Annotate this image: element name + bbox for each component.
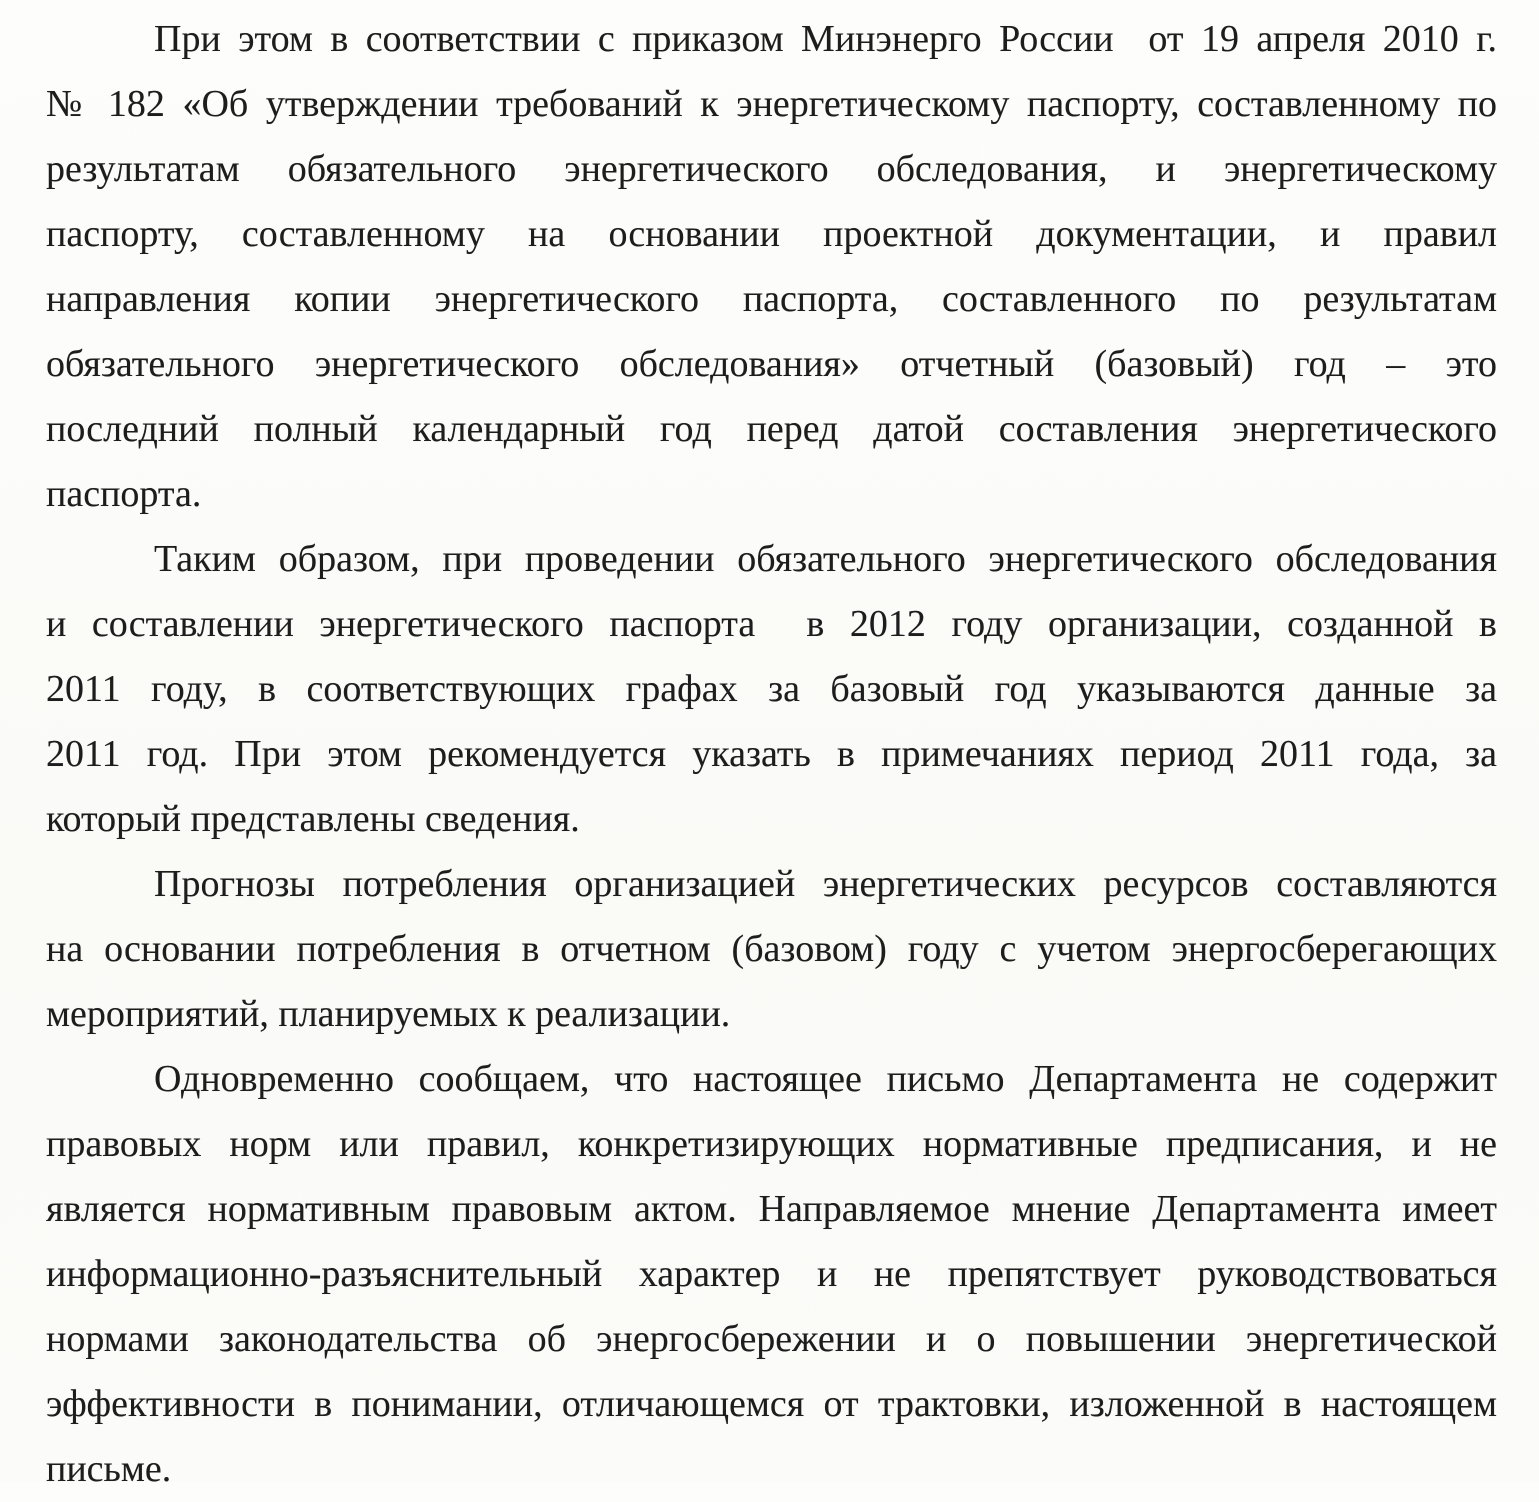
text-line: мероприятий, планируемых к реализации.	[46, 993, 731, 1035]
text-line: Прогнозы потребления организацией энергетических ресурсов составляются	[154, 863, 1497, 905]
document-body	[46, 7, 1497, 1502]
text-line: правовых норм или правил, конкретизирующих нормативные предписания, и не	[46, 1123, 1497, 1165]
text-line: направления копии энергетического паспорта, составленного по результатам	[46, 278, 1497, 320]
paragraph	[46, 1047, 1497, 1502]
text-line: паспорту, составленному на основании проектной документации, и правил	[46, 213, 1497, 255]
text-line: результатам обязательного энергетического обследования, и энергетическому	[46, 148, 1497, 190]
paragraph	[46, 852, 1497, 1047]
text-line: письме.	[46, 1448, 172, 1490]
text-line: и составлении энергетического паспорта в 2012 году организации, созданной в	[46, 603, 1497, 645]
text-line: эффективности в понимании, отличающемся от трактовки, изложенной в настоящем	[46, 1383, 1497, 1425]
text-line: При этом в соответствии с приказом Минэнерго России от 19 апреля 2010 г.	[154, 18, 1497, 60]
paragraph	[46, 527, 1497, 852]
text-line: обязательного энергетического обследования» отчетный (базовый) год – это	[46, 343, 1497, 385]
text-line: является нормативным правовым актом. Направляемое мнение Департамента имеет	[46, 1188, 1497, 1230]
paragraph	[46, 7, 1497, 527]
text-line: 2011 год. При этом рекомендуется указать в примечаниях период 2011 года, за	[46, 733, 1497, 775]
text-line: Таким образом, при проведении обязательного энергетического обследования	[154, 538, 1497, 580]
text-line: 2011 году, в соответствующих графах за базовый год указываются данные за	[46, 668, 1497, 710]
text-line: паспорта.	[46, 473, 202, 515]
text-line: № 182 «Об утверждении требований к энергетическому паспорту, составленному по	[46, 83, 1497, 125]
text-line: последний полный календарный год перед датой составления энергетического	[46, 408, 1497, 450]
text-line: нормами законодательства об энергосбережении и о повышении энергетической	[46, 1318, 1497, 1360]
text-line: который представлены сведения.	[46, 798, 580, 840]
text-line: Одновременно сообщаем, что настоящее письмо Департамента не содержит	[154, 1058, 1497, 1100]
text-line: информационно-разъяснительный характер и не препятствует руководствоваться	[46, 1253, 1497, 1295]
text-line: на основании потребления в отчетном (базовом) году с учетом энергосберегающих	[46, 928, 1497, 970]
